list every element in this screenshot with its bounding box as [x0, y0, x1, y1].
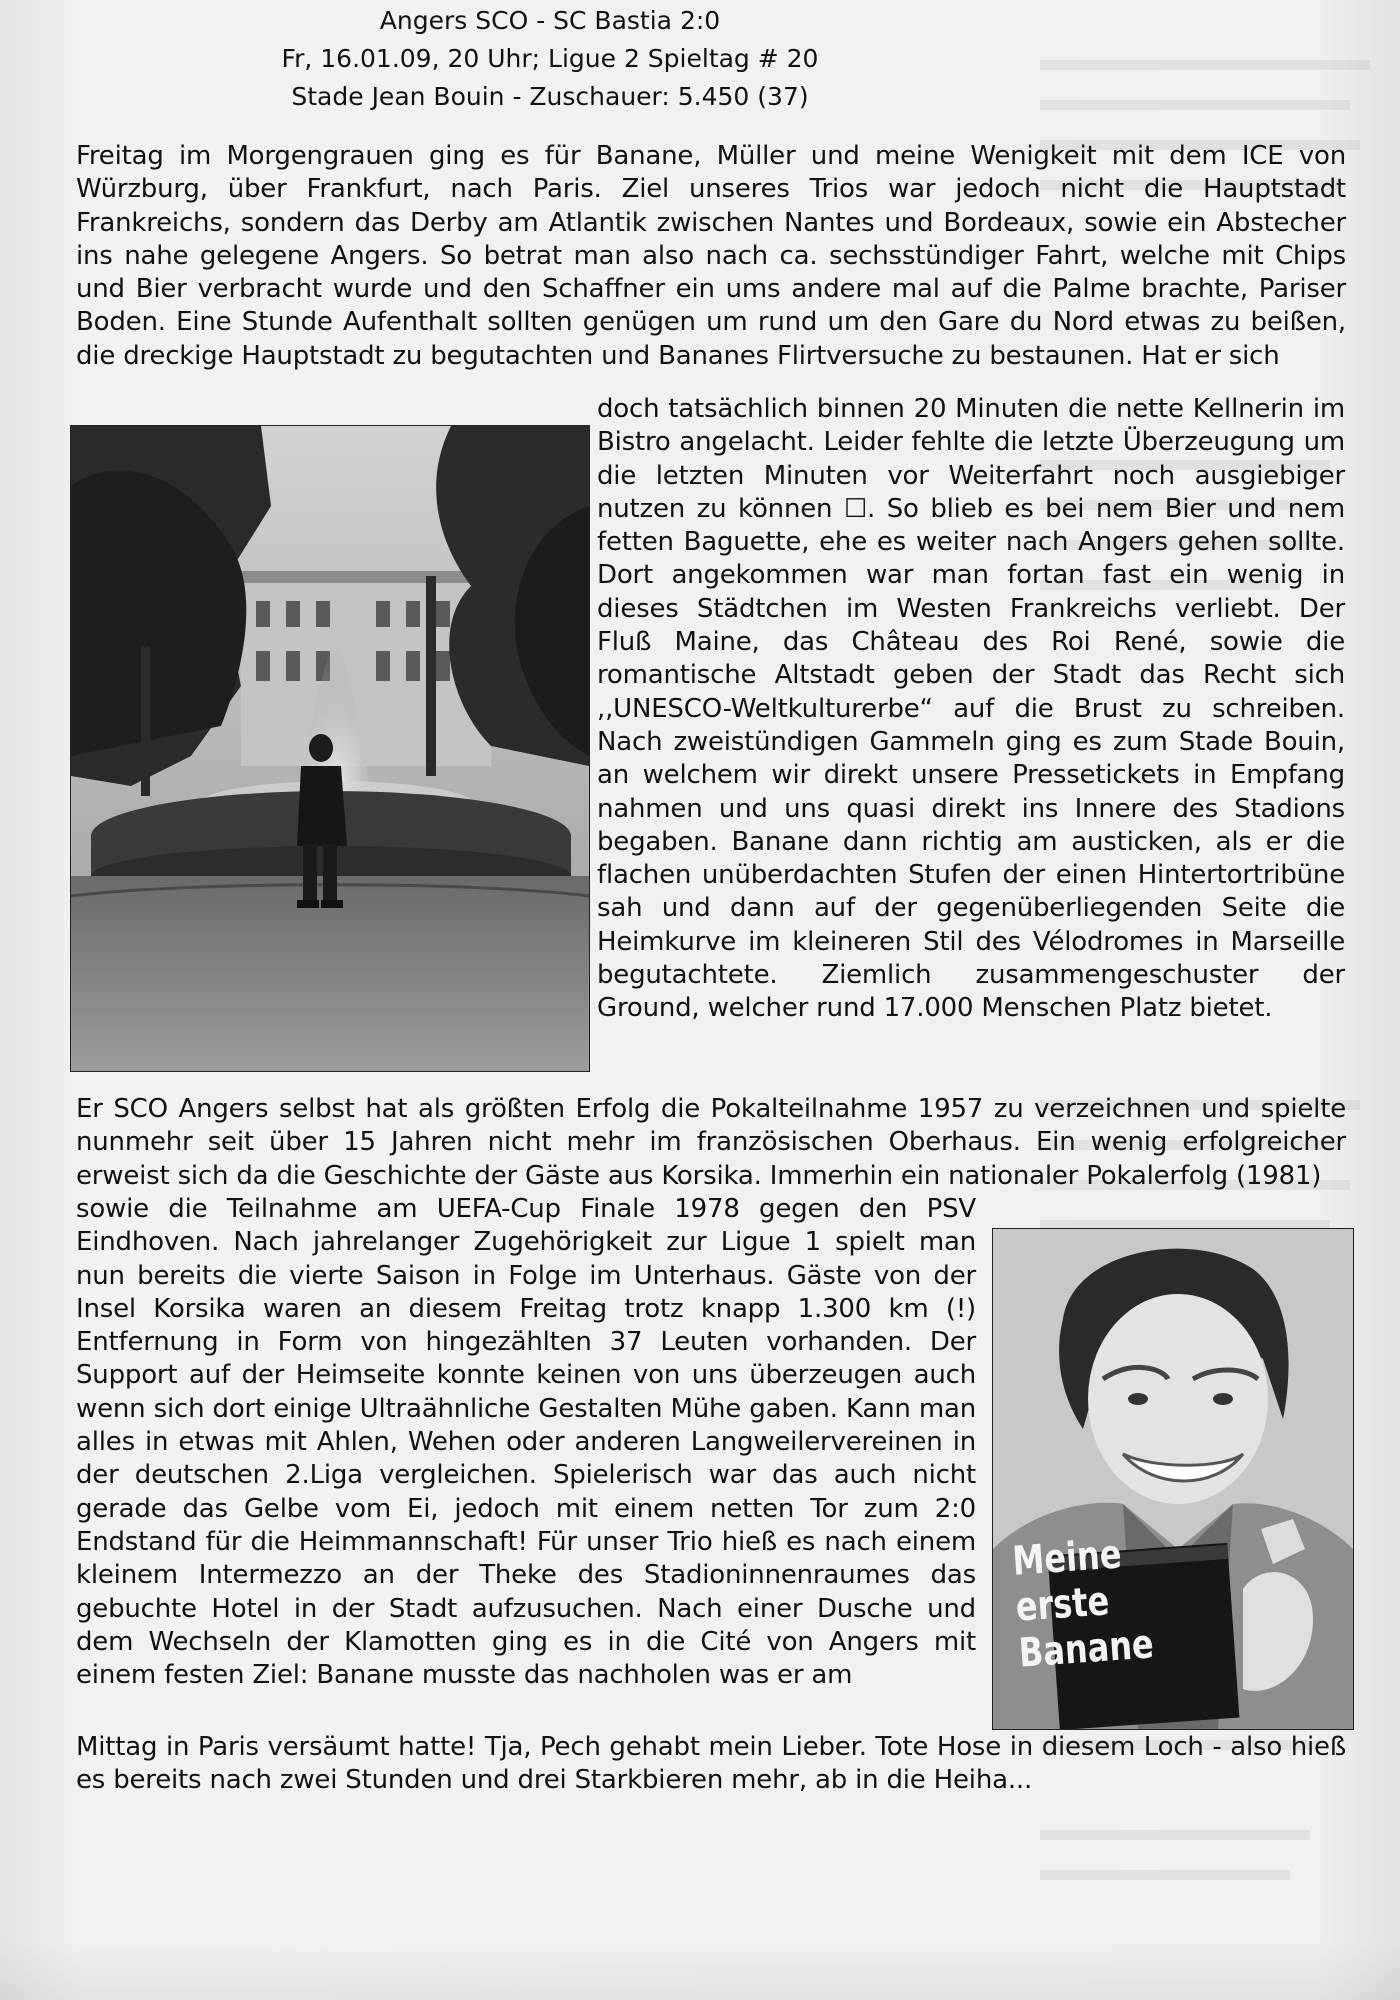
fountain-photo	[70, 425, 590, 1072]
match-date-line: Fr, 16.01.09, 20 Uhr; Ligue 2 Spieltag # 20	[281, 44, 819, 73]
book-cover-title: Meine erste Banane	[1011, 1531, 1156, 1677]
match-title: Angers SCO - SC Bastia 2:0	[379, 6, 721, 35]
fountain-scene-image	[71, 426, 589, 1071]
article-middle: Er SCO Angers selbst hat als größten Erfolg die Pokalteilnahme 1957 zu verzeichnen und spielte nunmehr seit über 15 Jahren nicht mehr im französischen Oberhaus. Ein wenig erfolgreicher erweist sich da die Geschichte der Gäste aus Korsika. Immerhin ein nationaler Pokalerfolg (1981)	[76, 1094, 1346, 1191]
match-header	[0, 2, 1100, 116]
article-left-column: sowie die Teilnahme am UEFA-Cup Finale 1978 gegen den PSV Eindhoven. Nach jahrelanger Zugehörigkeit zur Ligue 1 spielt man nun bereits die vierte Saison in Folge im Unterhaus. Gäste von der Insel Korsika waren an diesem Freitag trotz knapp 1.300 km (!) Entfernung in Form von hingezählten 37 Leuten vorhanden. Der Support auf der Heimseite konnte keinen von uns überzeugen auch wenn sich dort einige Ultraähnliche Gestalten Mühe gaben. Kann man alles in etwas mit Ahlen, Wehen oder anderen Langweilervereinen in der deutschen 2.Liga vergleichen. Spielerisch war das auch nicht gerade das Gelbe vom Ei, jedoch mit einem netten Tor zum 2:0 Endstand für die Heimmannschaft! Für unser Trio hieß es nach einem kleinem Intermezzo an der Theke des Stadioninnenraumes das gebuchte Hotel in der Stadt aufzusuchen. Nach einer Dusche und dem Wechseln der Klamotten ging es in die Cité von Angers mit einem festen Ziel: Banane musste das nachholen was er am	[76, 1194, 976, 1691]
match-venue-line: Stade Jean Bouin - Zuschauer: 5.450 (37)	[291, 82, 809, 111]
page-bottom-shade	[0, 1940, 1400, 2000]
book-cover-photo	[992, 1228, 1354, 1730]
article-right-column: doch tatsächlich binnen 20 Minuten die nette Kellnerin im Bistro angelacht. Leider fehlte die letzte Überzeugung um die letzten Minuten vor Weiterfahrt noch ausgiebiger nutzen zu können ☐. So blieb es bei nem Bier und nem fetten Baguette, ehe es weiter nach Angers gehen sollte. Dort angekommen war man fortan fast ein wenig in dieses Städtchen im Westen Frankreichs verliebt. Der Fluß Maine, das Château des Roi René, sowie die romantische Altstadt geben der Stadt das Recht sich ,,UNESCO-Weltkulturerbe“ auf die Brust zu schreiben. Nach zweistündigen Gammeln ging es zum Stade Bouin, an welchem wir direkt unsere Pressetickets in Empfang nahmen und uns quasi direkt ins Innere des Stadions begaben. Banane dann richtig am austicken, als er die flachen unüberdachten Stufen der einen Hintertortribüne sah und dann auf der gegenüberliegenden Seite die Heimkurve im kleineren Stil des Vélodromes in Marseille begutachtete. Ziemlich zusammengeschuster der Ground, welcher rund 17.000 Menschen Platz bietet.	[597, 394, 1345, 1024]
article-closing: Mittag in Paris versäumt hatte! Tja, Pech gehabt mein Lieber. Tote Hose in diesem Loch - also hieß es bereits nach zwei Stunden und drei Starkbieren mehr, ab in die Heiha...	[76, 1732, 1346, 1796]
article-intro: Freitag im Morgengrauen ging es für Banane, Müller und meine Wenigkeit mit dem ICE von Würzburg, über Frankfurt, nach Paris. Ziel unseres Trios war jedoch nicht die Hauptstadt Frankreichs, sondern das Derby am Atlantik zwischen Nantes und Bordeaux, sowie ein Abstecher ins nahe gelegene Angers. So betrat man also nach ca. sechsstündiger Fahrt, welche mit Chips und Bier verbracht wurde und den Schaffner ein ums andere mal auf die Palme brachte, Pariser Boden. Eine Stunde Aufenthalt sollten genügen um rund um den Gare du Nord etwas zu beißen, die dreckige Hauptstadt zu begutachten und Bananes Flirtversuche zu bestaunen. Hat er sich	[76, 141, 1346, 371]
